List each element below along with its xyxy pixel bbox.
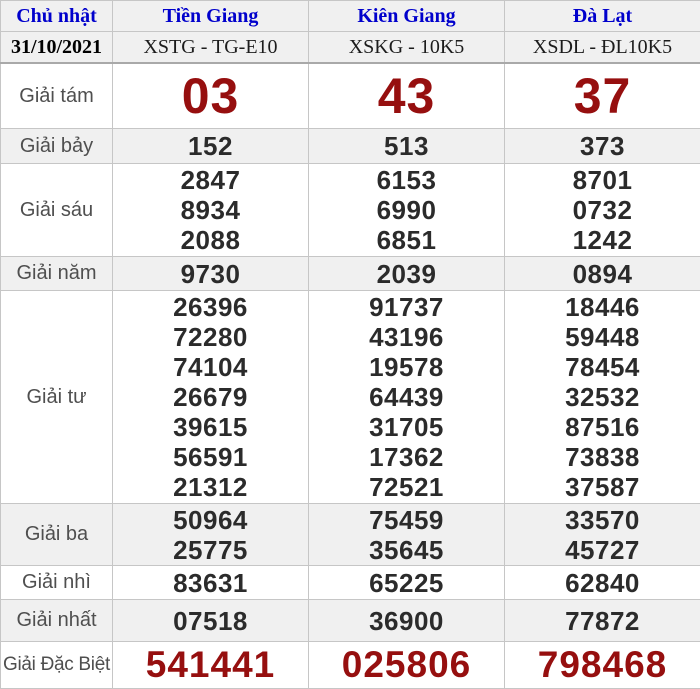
prize-cell (309, 129, 505, 164)
prize-cell (505, 63, 700, 129)
prize-number: 64439 (369, 382, 444, 412)
prize-number: 33570 (565, 504, 640, 535)
prize-number: 78454 (565, 352, 640, 382)
prize-number: 8701 (572, 165, 633, 195)
prize-number: 025806 (341, 644, 472, 685)
prize-number: 6851 (376, 225, 437, 255)
prize-cell (309, 566, 505, 600)
prize-number: 1242 (572, 225, 633, 255)
prize-number: 03 (181, 68, 240, 124)
prize-number: 56591 (173, 442, 248, 472)
prize-number: 541441 (145, 644, 276, 685)
prize-cell (505, 642, 700, 689)
province-link-tien-giang[interactable]: Tiền Giang (162, 4, 259, 27)
prize-cell (309, 504, 505, 566)
prize-number: 72280 (173, 322, 248, 352)
prize-number: 26396 (173, 292, 248, 322)
prize-row-fifth (1, 257, 700, 291)
draw-code-kien-giang: XSKG - 10K5 (309, 32, 505, 64)
prize-row-third (1, 504, 700, 566)
prize-row-eighth (1, 63, 700, 129)
prize-number: 87516 (565, 412, 640, 442)
prize-number: 75459 (369, 504, 444, 535)
prize-number: 513 (384, 131, 429, 161)
prize-cell (505, 600, 700, 642)
prize-cell (505, 504, 700, 566)
prize-number: 0732 (572, 195, 633, 225)
prize-number: 37 (573, 68, 632, 124)
prize-number: 62840 (565, 567, 640, 598)
prize-cell (309, 257, 505, 291)
prize-cell (309, 164, 505, 257)
prize-number: 373 (580, 131, 625, 161)
prize-cell (113, 291, 309, 504)
prize-label: Giải sáu (1, 164, 113, 257)
prize-number: 17362 (369, 442, 444, 472)
prize-cell (505, 257, 700, 291)
prize-number: 798468 (537, 644, 668, 685)
prize-number: 72521 (369, 472, 444, 502)
prize-label: Giải nhì (1, 566, 113, 600)
prize-cell (113, 566, 309, 600)
prize-row-sixth (1, 164, 700, 257)
prize-number: 45727 (565, 534, 640, 565)
draw-code-da-lat: XSDL - ĐL10K5 (505, 32, 700, 64)
prize-cell (113, 600, 309, 642)
prize-row-fourth (1, 291, 700, 504)
draw-code-tien-giang: XSTG - TG-E10 (113, 32, 309, 64)
prize-label: Giải tám (1, 63, 113, 129)
prize-number: 50964 (173, 504, 248, 535)
prize-label: Giải tư (1, 291, 113, 504)
prize-cell (309, 63, 505, 129)
weekday-cell (1, 1, 113, 32)
prize-cell (505, 566, 700, 600)
prize-number: 2847 (180, 165, 241, 195)
prize-number: 25775 (173, 534, 248, 565)
province-header-da-lat[interactable] (505, 1, 700, 32)
prize-number: 43 (377, 68, 436, 124)
province-link-kien-giang[interactable]: Kiên Giang (357, 4, 456, 27)
prize-row-special (1, 642, 700, 689)
prize-number: 2039 (376, 258, 437, 289)
province-header-kien-giang[interactable] (309, 1, 505, 32)
table-header-row (1, 1, 700, 32)
prize-label: Giải năm (1, 257, 113, 291)
draw-code-row (1, 32, 700, 64)
prize-number: 26679 (173, 382, 248, 412)
prize-row-seventh (1, 129, 700, 164)
prize-number: 07518 (173, 605, 248, 636)
prize-cell (113, 257, 309, 291)
prize-label: Giải nhất (1, 600, 113, 642)
prize-number: 43196 (369, 322, 444, 352)
prize-label: Giải ba (1, 504, 113, 566)
prize-number: 65225 (369, 567, 444, 598)
prize-row-first (1, 600, 700, 642)
prize-cell (505, 164, 700, 257)
province-header-tien-giang[interactable] (113, 1, 309, 32)
prize-number: 19578 (369, 352, 444, 382)
prize-number: 91737 (369, 292, 444, 322)
prize-number: 18446 (565, 292, 640, 322)
prize-number: 31705 (369, 412, 444, 442)
prize-number: 77872 (565, 605, 640, 636)
prize-cell (113, 642, 309, 689)
prize-cell (309, 642, 505, 689)
prize-cell (309, 291, 505, 504)
prize-number: 37587 (565, 472, 640, 502)
prize-cell (505, 129, 700, 164)
prize-number: 83631 (173, 567, 248, 598)
prize-number: 74104 (173, 352, 248, 382)
prize-cell (505, 291, 700, 504)
draw-date: 31/10/2021 (1, 32, 113, 64)
prize-number: 152 (188, 131, 233, 161)
prize-label: Giải bảy (1, 129, 113, 164)
prize-number: 32532 (565, 382, 640, 412)
prize-label: Giải Đặc Biệt (1, 642, 113, 689)
province-link-da-lat[interactable]: Đà Lạt (572, 4, 633, 27)
prize-cell (113, 504, 309, 566)
prize-number: 73838 (565, 442, 640, 472)
prize-cell (113, 63, 309, 129)
prize-cell (113, 164, 309, 257)
prize-number: 2088 (180, 225, 241, 255)
prize-number: 6990 (376, 195, 437, 225)
prize-cell (113, 129, 309, 164)
prize-number: 8934 (180, 195, 241, 225)
prize-number: 21312 (173, 472, 248, 502)
prize-row-second (1, 566, 700, 600)
prize-number: 59448 (565, 322, 640, 352)
prize-number: 6153 (376, 165, 437, 195)
prize-number: 35645 (369, 534, 444, 565)
prize-number: 36900 (369, 605, 444, 636)
weekday-label: Chủ nhật (16, 4, 97, 27)
prize-number: 9730 (180, 258, 241, 289)
prize-number: 0894 (572, 258, 633, 289)
prize-cell (309, 600, 505, 642)
prize-number: 39615 (173, 412, 248, 442)
